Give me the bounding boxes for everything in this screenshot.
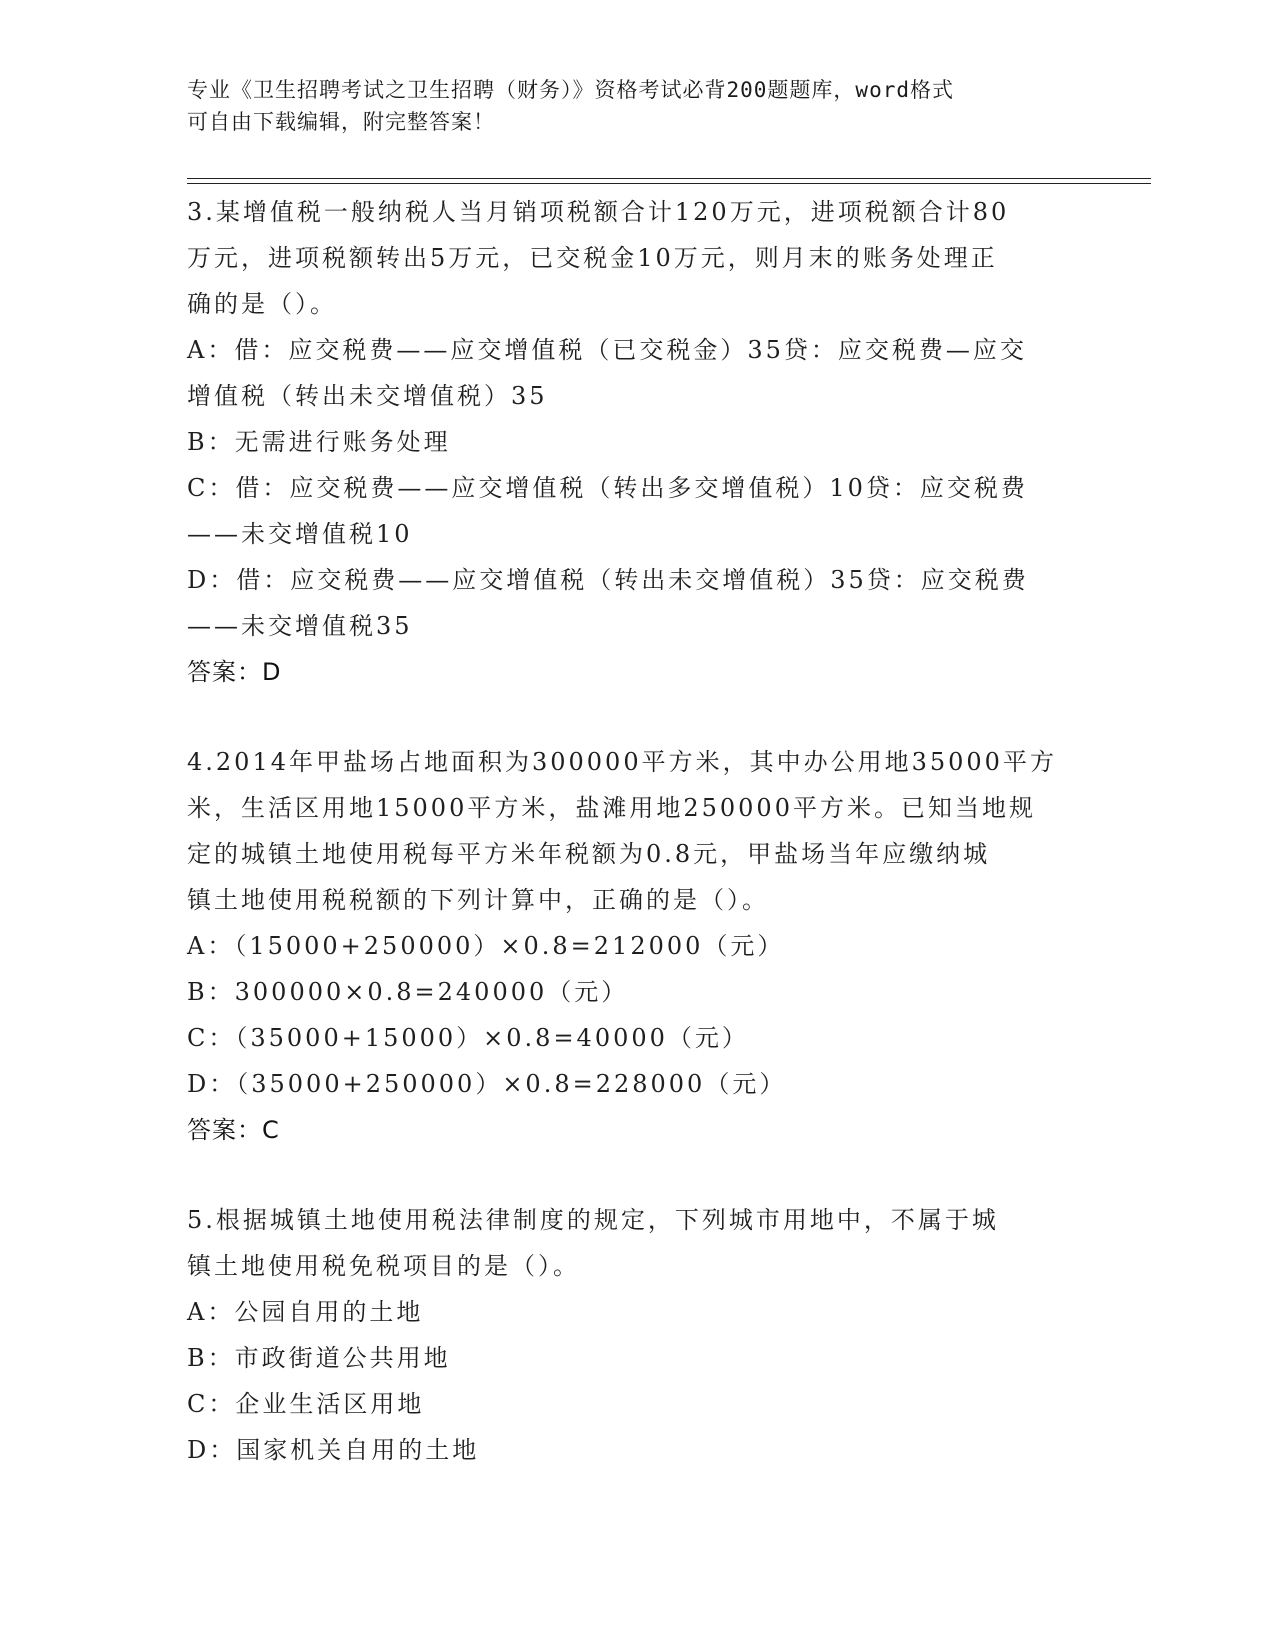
- option-a: A：公园自用的土地: [187, 1298, 424, 1326]
- question-3: [187, 189, 1087, 695]
- question-text: 3.某增值税一般纳税人当月销项税额合计120万元，进项税额合计80: [187, 198, 1010, 226]
- option-d: D：国家机关自用的土地: [187, 1436, 480, 1464]
- option-d: D：借：应交税费——应交增值税（转出未交增值税）35贷：应交税费: [187, 566, 1029, 594]
- header-divider-bottom: [187, 183, 1151, 184]
- header-title-line-1: 专业《卫生招聘考试之卫生招聘（财务）》资格考试必背200题题库，word格式: [187, 78, 954, 102]
- option-c: C：借：应交税费——应交增值税（转出多交增值税）10贷：应交税费: [187, 474, 1028, 502]
- option-b: B：无需进行账务处理: [187, 428, 451, 456]
- option-a: A：借：应交税费——应交增值税（已交税金）35贷：应交税费—应交: [187, 336, 1027, 364]
- header-title-line-2: 可自由下载编辑，附完整答案！: [187, 110, 495, 134]
- question-spacer: [187, 695, 1087, 739]
- question-4: [187, 739, 1087, 1153]
- option-a: A：（15000+250000）×0.8=212000（元）: [187, 932, 785, 960]
- document-header: [187, 74, 1067, 138]
- option-c-continued: ——未交增值税10: [187, 520, 413, 548]
- question-text: 定的城镇土地使用税每平方米年税额为0.8元，甲盐场当年应缴纳城: [187, 840, 991, 868]
- header-divider-top: [187, 178, 1151, 179]
- answer-label: 答案：D: [187, 658, 282, 686]
- option-d: D：（35000+250000）×0.8=228000（元）: [187, 1070, 787, 1098]
- question-5: [187, 1197, 1087, 1473]
- question-text: 万元，进项税额转出5万元，已交税金10万元，则月末的账务处理正: [187, 244, 998, 272]
- option-d-continued: ——未交增值税35: [187, 612, 413, 640]
- question-text: 米，生活区用地15000平方米，盐滩用地250000平方米。已知当地规: [187, 794, 1036, 822]
- option-a-continued: 增值税（转出未交增值税）35: [187, 382, 548, 410]
- question-spacer: [187, 1153, 1087, 1197]
- question-text: 镇土地使用税免税项目的是（）。: [187, 1252, 580, 1280]
- option-b: B：市政街道公共用地: [187, 1344, 451, 1372]
- question-text: 4.2014年甲盐场占地面积为300000平方米，其中办公用地35000平方: [187, 748, 1057, 776]
- question-list: [187, 189, 1087, 1473]
- option-c: C：（35000+15000）×0.8=40000（元）: [187, 1024, 749, 1052]
- question-text: 镇土地使用税税额的下列计算中，正确的是（）。: [187, 886, 769, 914]
- question-text: 5.根据城镇土地使用税法律制度的规定，下列城市用地中，不属于城: [187, 1206, 999, 1234]
- option-c: C：企业生活区用地: [187, 1390, 425, 1418]
- question-text: 确的是（）。: [187, 290, 337, 318]
- answer-label: 答案：C: [187, 1116, 280, 1144]
- option-b: B：300000×0.8=240000（元）: [187, 978, 629, 1006]
